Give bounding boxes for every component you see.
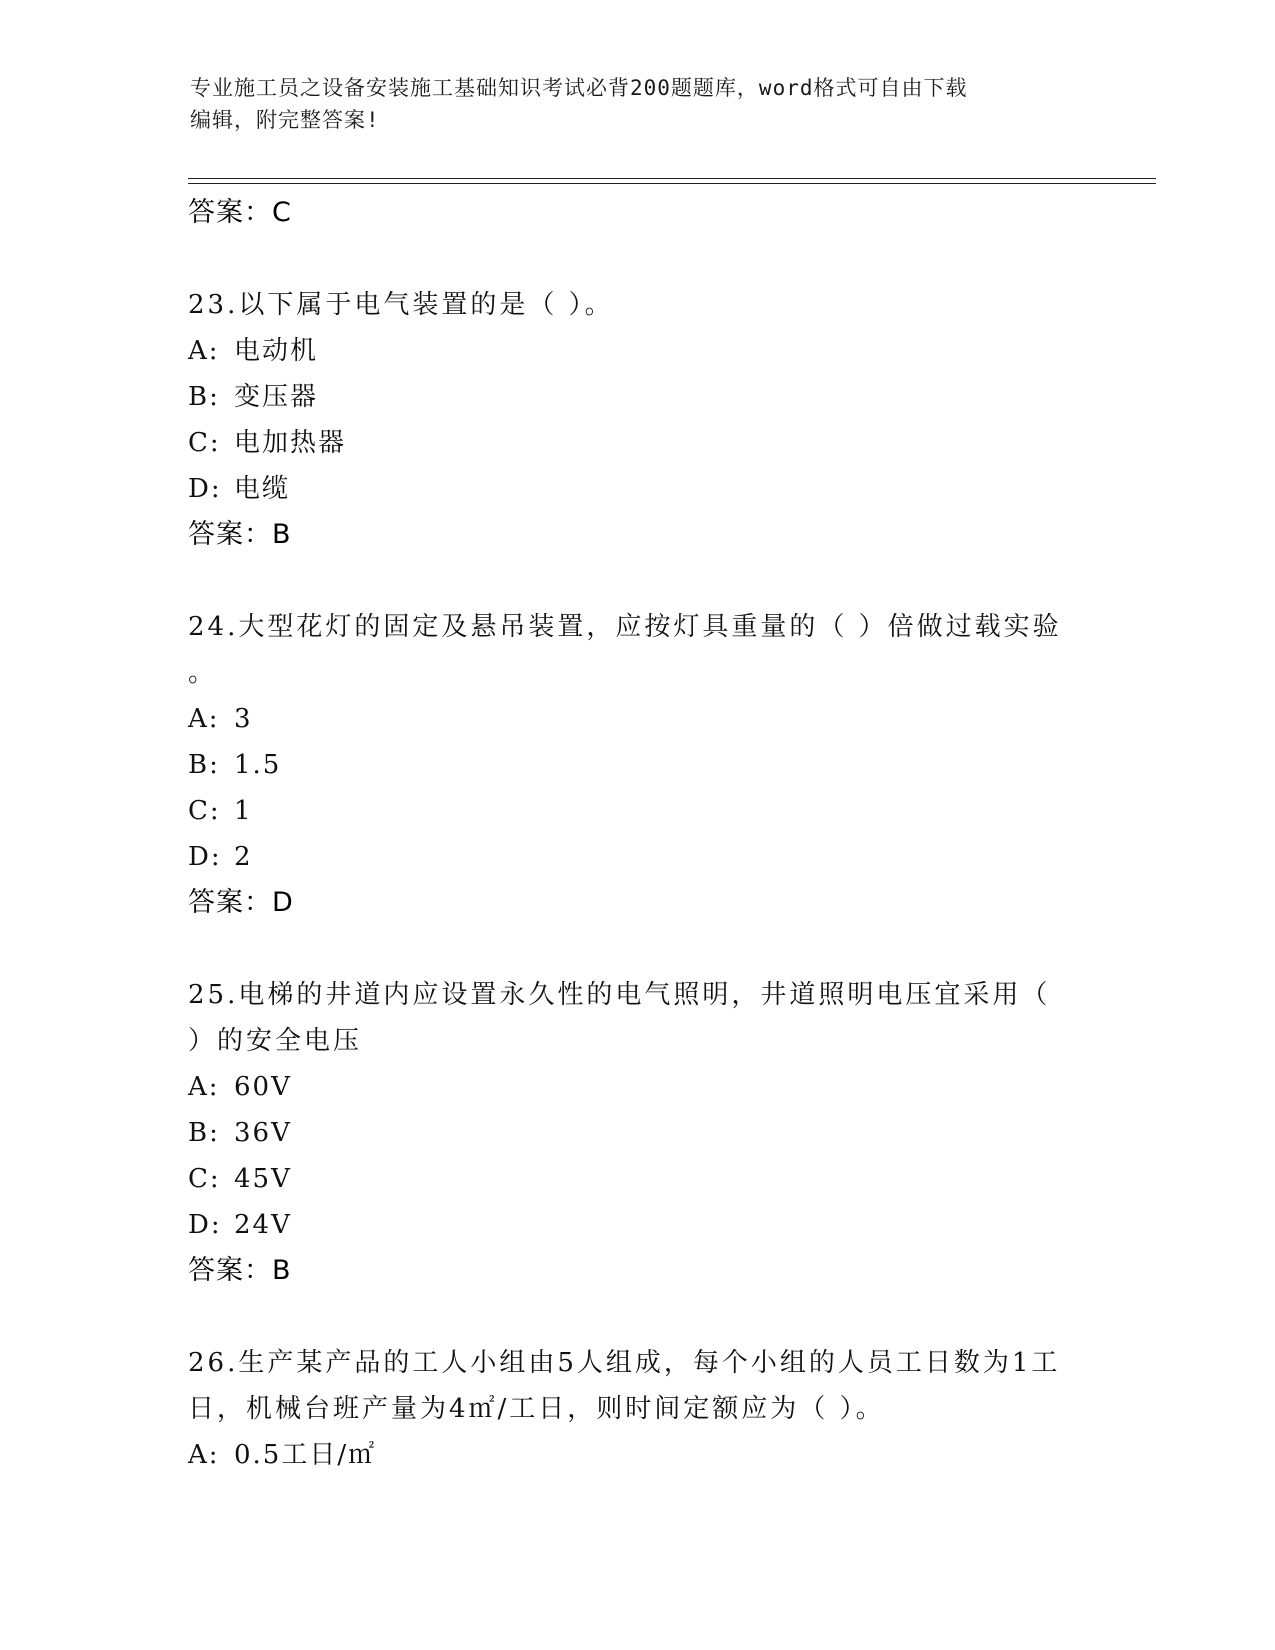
option-a (188, 328, 1088, 374)
option-b (188, 742, 1088, 788)
option-c (188, 420, 1088, 466)
option-c (188, 1156, 1088, 1202)
question-block (188, 604, 1088, 926)
answer-line: 答案：C (188, 197, 292, 228)
spacer (188, 236, 1088, 282)
option-label: B: (188, 750, 220, 780)
header-divider-top (188, 178, 1156, 179)
option-text: 1.5 (234, 750, 282, 780)
answer-line: 答案：B (188, 519, 292, 550)
option-text: 变压器 (234, 382, 319, 412)
question-text: 24.大型花灯的固定及悬吊装置，应按灯具重量的（ ）倍做过载实验 (188, 612, 1062, 642)
option-c (188, 788, 1088, 834)
option-text: 3 (234, 704, 253, 734)
question-text-continued: 。 (188, 658, 218, 688)
option-label: B: (188, 382, 220, 412)
option-label: D: (188, 474, 222, 504)
option-a (188, 1064, 1088, 1110)
answer-line: 答案：D (188, 887, 294, 918)
option-d (188, 1202, 1088, 1248)
question-list (188, 190, 1088, 1478)
option-label: A: (188, 704, 220, 734)
option-text: 电加热器 (234, 428, 347, 458)
option-text: 60V (234, 1072, 292, 1102)
spacer (188, 1294, 1088, 1340)
option-text: 0.5工日/㎡ (234, 1440, 377, 1470)
option-a (188, 696, 1088, 742)
option-d (188, 466, 1088, 512)
question-text: 23.以下属于电气装置的是（ ）。 (188, 290, 614, 320)
question-text-continued: ）的安全电压 (188, 1026, 363, 1056)
header-line-1: 专业施工员之设备安装施工基础知识考试必背200题题库，word格式可自由下载 (190, 76, 968, 100)
header-line-2: 编辑，附完整答案! (190, 108, 380, 132)
option-text: 电缆 (234, 474, 291, 504)
option-label: A: (188, 1440, 220, 1470)
question-block (188, 1340, 1088, 1478)
option-text: 电动机 (234, 336, 319, 366)
option-label: A: (188, 336, 220, 366)
option-label: C: (188, 1164, 221, 1194)
option-label: B: (188, 1118, 220, 1148)
option-label: D: (188, 1210, 222, 1240)
option-text: 24V (234, 1210, 292, 1240)
page-header (190, 72, 1090, 136)
header-divider-bottom (188, 183, 1156, 184)
option-text: 36V (234, 1118, 292, 1148)
spacer (188, 926, 1088, 972)
question-text: 25.电梯的井道内应设置永久性的电气照明，井道照明电压宜采用（ (188, 980, 1051, 1010)
option-b (188, 374, 1088, 420)
question-text-continued: 日，机械台班产量为4㎡/工日，则时间定额应为（ ）。 (188, 1394, 885, 1424)
option-text: 2 (234, 842, 253, 872)
option-b (188, 1110, 1088, 1156)
option-text: 45V (234, 1164, 292, 1194)
answer-line: 答案：B (188, 1255, 292, 1286)
question-text: 26.生产某产品的工人小组由5人组成，每个小组的人员工日数为1工 (188, 1348, 1061, 1378)
option-label: C: (188, 796, 221, 826)
option-d (188, 834, 1088, 880)
option-label: A: (188, 1072, 220, 1102)
option-text: 1 (234, 796, 253, 826)
question-block (188, 282, 1088, 558)
option-a (188, 1432, 1088, 1478)
option-label: D: (188, 842, 222, 872)
question-block (188, 972, 1088, 1294)
spacer (188, 558, 1088, 604)
option-label: C: (188, 428, 221, 458)
